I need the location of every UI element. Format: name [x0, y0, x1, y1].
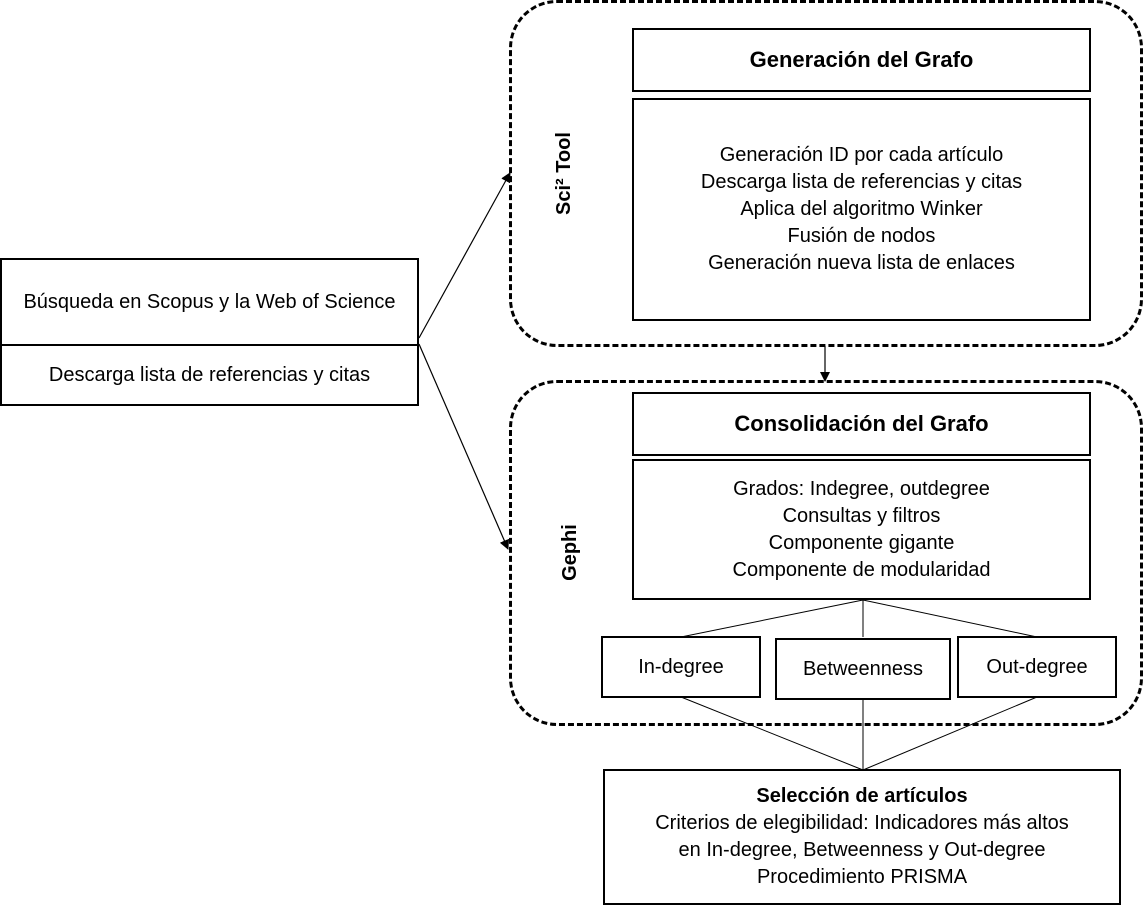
download-box: [0, 344, 419, 406]
selection-box: [603, 769, 1121, 905]
metric-indegree: In-degree: [638, 655, 724, 678]
generation-steps-box: [632, 98, 1091, 321]
generation-step: Aplica del algoritmo Winker: [740, 198, 983, 220]
consolidation-step: Componente gigante: [768, 531, 955, 554]
metric-betweenness-box: [775, 638, 951, 700]
consolidation-title: Consolidación del Grafo: [734, 411, 989, 436]
generation-step: Generación ID por cada artículo: [719, 144, 1004, 166]
sci2-group-label: Sci² Tool: [552, 132, 575, 215]
consolidation-step: Componente de modularidad: [732, 558, 991, 581]
download-label: Descarga lista de referencias y citas: [48, 363, 371, 386]
consolidation-step: Consultas y filtros: [782, 504, 941, 527]
generation-step: Descarga lista de referencias y citas: [700, 171, 1023, 193]
metric-betweenness: Betweenness: [802, 657, 924, 680]
gephi-group-label: Gephi: [558, 524, 581, 581]
consolidation-step: Grados: Indegree, outdegree: [733, 477, 990, 500]
metric-outdegree-box: [957, 636, 1117, 698]
search-box: [0, 258, 419, 346]
arrow-to-gephi: [419, 344, 508, 549]
selection-line: Criterios de elegibilidad: Indicadores más altos: [655, 812, 1069, 834]
generation-title: Generación del Grafo: [749, 47, 974, 72]
consolidation-title-box: [632, 392, 1091, 456]
selection-title: Selección de artículos: [756, 785, 968, 807]
search-label: Búsqueda en Scopus y la Web of Science: [23, 290, 396, 313]
generation-title-box: [632, 28, 1091, 92]
arrow-to-sci2: [419, 173, 510, 338]
generation-step: Generación nueva lista de enlaces: [708, 252, 1015, 274]
consolidation-steps-box: [632, 459, 1091, 600]
selection-line: en In-degree, Betweenness y Out-degree: [678, 839, 1046, 861]
metric-indegree-box: [601, 636, 761, 698]
selection-line: Procedimiento PRISMA: [756, 866, 968, 888]
generation-step: Fusión de nodos: [787, 225, 936, 247]
metric-outdegree: Out-degree: [986, 655, 1088, 678]
